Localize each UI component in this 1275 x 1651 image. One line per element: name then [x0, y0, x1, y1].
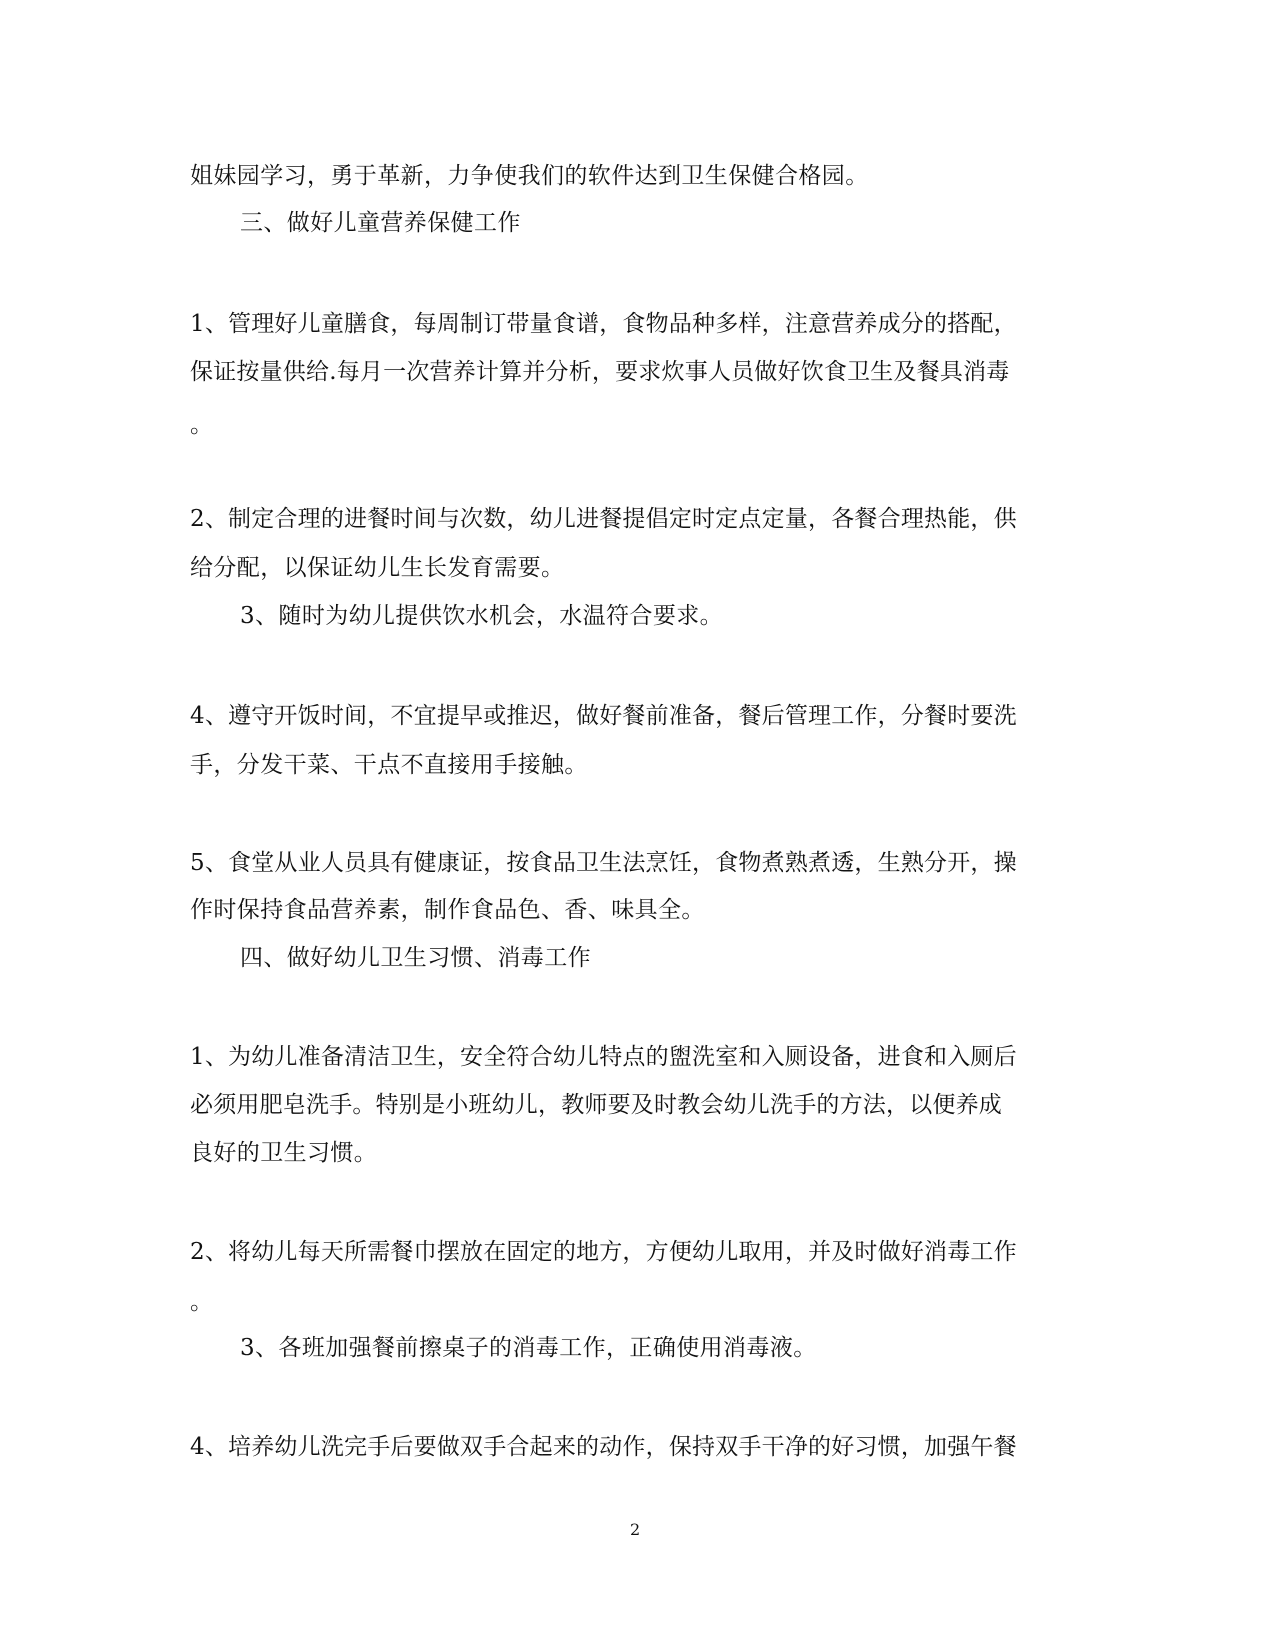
- paragraph-line: 1、管理好儿童膳食，每周制订带量食谱，食物品种多样，注意营养成分的搭配，: [190, 311, 1017, 337]
- section-heading: 四、做好幼儿卫生习惯、消毒工作: [240, 945, 591, 971]
- paragraph-line: 。: [190, 1289, 214, 1315]
- paragraph-line: 1、为幼儿准备清洁卫生，安全符合幼儿特点的盥洗室和入厕设备，进食和入厕后: [190, 1044, 1017, 1070]
- paragraph-line: 姐妹园学习，勇于革新，力争使我们的软件达到卫生保健合格园。: [190, 163, 869, 189]
- paragraph-line: 。: [190, 412, 214, 438]
- paragraph-line: 2、将幼儿每天所需餐巾摆放在固定的地方，方便幼儿取用，并及时做好消毒工作: [190, 1239, 1017, 1265]
- paragraph-line: 2、制定合理的进餐时间与次数，幼儿进餐提倡定时定点定量，各餐合理热能，供: [190, 506, 1017, 532]
- paragraph-line: 4、培养幼儿洗完手后要做双手合起来的动作，保持双手干净的好习惯，加强午餐: [190, 1434, 1017, 1460]
- paragraph-line: 5、食堂从业人员具有健康证，按食品卫生法烹饪，食物煮熟煮透，生熟分开，操: [190, 850, 1017, 876]
- paragraph-line: 给分配，以保证幼儿生长发育需要。: [190, 555, 565, 581]
- paragraph-line: 4、遵守开饭时间，不宜提早或推迟，做好餐前准备，餐后管理工作，分餐时要洗: [190, 703, 1017, 729]
- paragraph-line: 良好的卫生习惯。: [190, 1140, 378, 1166]
- paragraph-line: 手，分发干菜、干点不直接用手接触。: [190, 752, 588, 778]
- paragraph-line: 保证按量供给.每月一次营养计算并分析，要求炊事人员做好饮食卫生及餐具消毒: [190, 359, 1010, 385]
- page-number: 2: [630, 1520, 641, 1539]
- section-heading: 三、做好儿童营养保健工作: [240, 210, 521, 236]
- paragraph-line: 3、随时为幼儿提供饮水机会，水温符合要求。: [240, 603, 724, 629]
- paragraph-line: 作时保持食品营养素，制作食品色、香、味具全。: [190, 897, 705, 923]
- paragraph-line: 3、各班加强餐前擦桌子的消毒工作，正确使用消毒液。: [240, 1335, 817, 1361]
- paragraph-line: 必须用肥皂洗手。特别是小班幼儿，教师要及时教会幼儿洗手的方法，以便养成: [190, 1092, 1002, 1118]
